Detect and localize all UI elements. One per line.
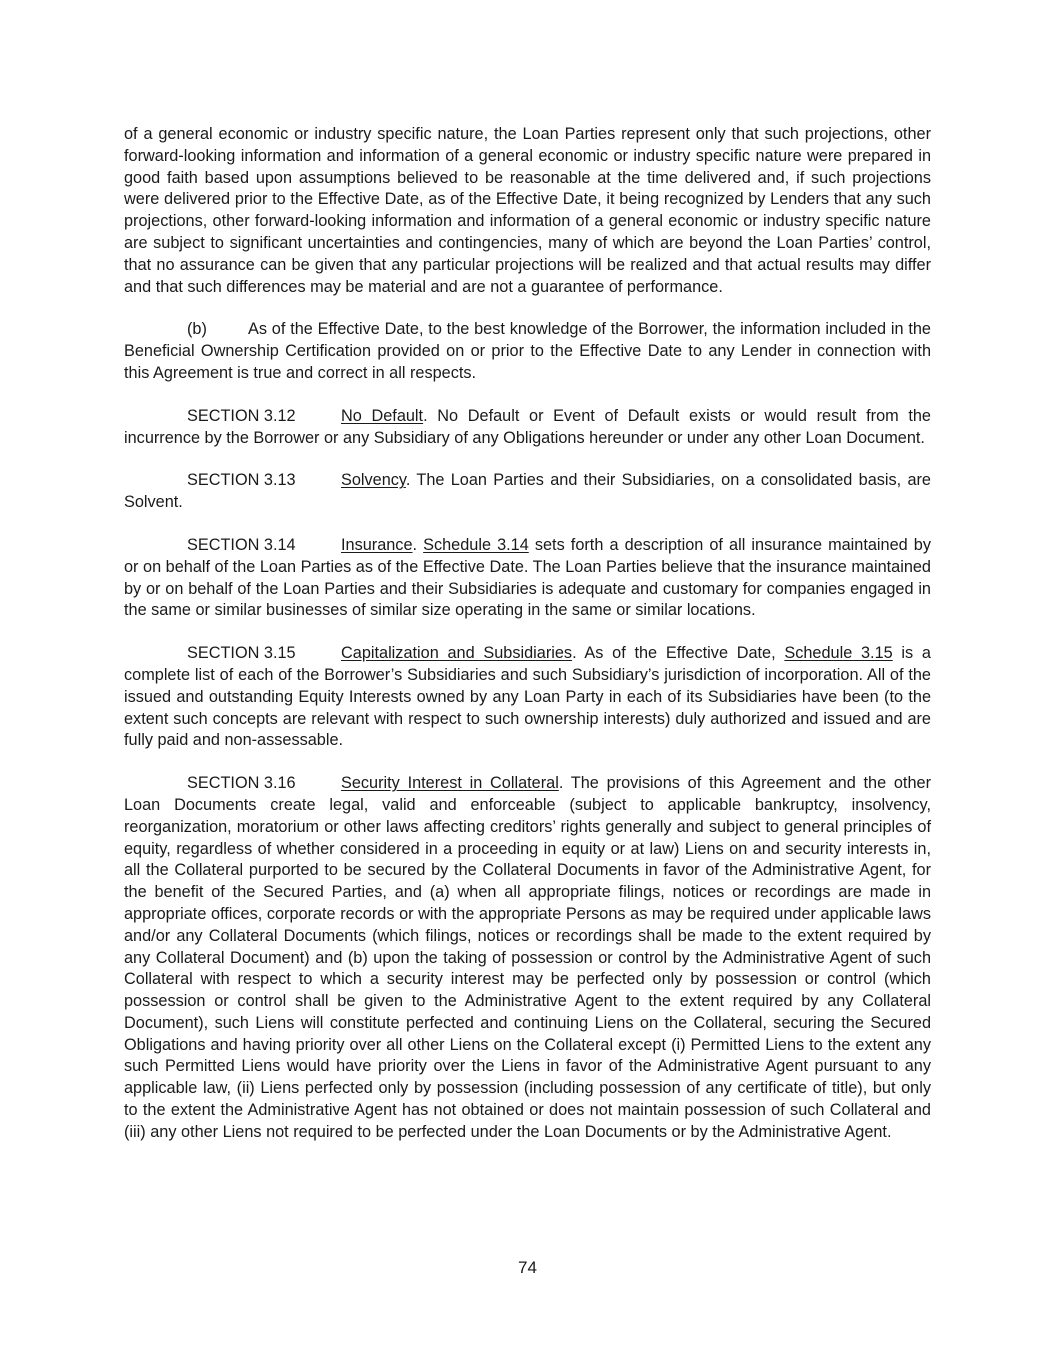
section-number: SECTION 3.13 bbox=[187, 471, 296, 490]
section-title: Security Interest in Collateral bbox=[341, 774, 559, 793]
section-3-14 bbox=[124, 535, 931, 622]
paragraph-text: As of the Effective Date, to the best knowledge of the Borrower, the information included in the Beneficial Ownership Certification provided on or prior to the Effective Date to any Lender in connection with this Agreement is true and correct in all respects. bbox=[124, 320, 931, 382]
section-number: SECTION 3.14 bbox=[187, 535, 296, 554]
section-text: . The provisions of this Agreement and the other Loan Documents create legal, valid and enforceable (subject to applicable bankruptcy, insolvency, reorganization, moratorium or other laws affecting creditors’ rights generally and subject to general principles of equity, regardless of whether considered in a proceeding in equity or at law) Liens on and security interests in, all the Collateral purported to be secured by the Collateral Documents in favor of the Administrative Agent, for the benefit of the Secured Parties, and (a) when all appropriate filings, notices or recordings are made in appropriate offices, corporate records or with the appropriate Persons as may be required under applicable laws and/or any Collateral Documents (which filings, notices or recordings shall be made to the extent required by any Collateral Document) and (b) upon the taking of possession or control by the Administrative Agent of such Collateral with respect to which a security interest may be perfected only by possession or control (which possession or control shall be given to the Administrative Agent to the extent required by any Collateral Document), such Liens will constitute perfected and continuing Liens on the Collateral, securing the Secured Obligations and having priority over all other Liens on the Collateral except (i) Permitted Liens to the extent any such Permitted Liens would have priority over the Liens in favor of the Administrative Agent pursuant to any applicable law, (ii) Liens perfected only by possession (including possession of any certificate of title), but only to the extent the Administrative Agent has not obtained or does not maintain possession of such Collateral and (iii) any other Liens not required to be perfected under the Loan Documents or by the Administrative Agent. bbox=[124, 774, 931, 1141]
section-number: SECTION 3.15 bbox=[187, 644, 296, 663]
section-number: SECTION 3.12 bbox=[187, 406, 296, 425]
section-text: . bbox=[412, 535, 424, 554]
section-3-16 bbox=[124, 773, 931, 1144]
section-number: SECTION 3.16 bbox=[187, 774, 296, 793]
paragraph-text: of a general economic or industry specific nature, the Loan Parties represent only that such projections, other forward-looking information and information of a general economic or industry specific nature were prepared in good faith based upon assumptions believed to be reasonable at the time delivered and, if such projections were delivered prior to the Effective Date, as of the Effective Date, it being recognized by Lenders that any such projections, other forward-looking information and information of a general economic or industry specific nature are subject to significant uncertainties and contingencies, many of which are beyond the Loan Parties’ control, that no assurance can be given that any particular projections will be realized and that actual results may differ and that such differences may be material and are not a guarantee of performance. bbox=[124, 125, 931, 296]
section-text: sets forth a description of all insurance maintained by or on behalf of the Loan Parties as of the Effective Date. The Loan Parties believe that the insurance maintained by or on behalf of the Loan Parties and their Subsidiaries is adequate and customary for companies engaged in the same or similar businesses of similar size operating in the same or similar locations. bbox=[124, 535, 931, 620]
paragraph-continuation bbox=[124, 124, 931, 298]
section-text: . The Loan Parties and their Subsidiaries, on a consolidated basis, are Solvent. bbox=[124, 471, 931, 512]
section-title: No Default bbox=[341, 406, 424, 425]
paragraph-label: (b) bbox=[187, 320, 207, 339]
paragraph-b bbox=[124, 319, 931, 384]
section-text: . As of the Effective Date, bbox=[572, 644, 785, 663]
section-title: Capitalization and Subsidiaries bbox=[341, 644, 573, 663]
schedule-reference: Schedule 3.15 bbox=[784, 644, 893, 663]
section-title: Insurance bbox=[341, 535, 413, 554]
section-3-12 bbox=[124, 406, 931, 450]
section-text: . No Default or Event of Default exists or would result from the incurrence by the Borrower or any Subsidiary of any Obligations hereunder or under any other Loan Document. bbox=[124, 406, 931, 447]
section-title: Solvency bbox=[341, 471, 406, 490]
section-3-13 bbox=[124, 470, 931, 514]
document-page bbox=[124, 124, 931, 1165]
section-3-15 bbox=[124, 643, 931, 752]
section-text: is a complete list of each of the Borrower’s Subsidiaries and such Subsidiary’s jurisdiction of incorporation. All of the issued and outstanding Equity Interests owned by any Loan Party in each of its Subsidiaries have been (to the extent such concepts are relevant with respect to such ownership interests) duly authorized and issued and are fully paid and non-assessable. bbox=[124, 644, 931, 750]
schedule-reference: Schedule 3.14 bbox=[423, 535, 529, 554]
page-number: 74 bbox=[518, 1258, 537, 1277]
